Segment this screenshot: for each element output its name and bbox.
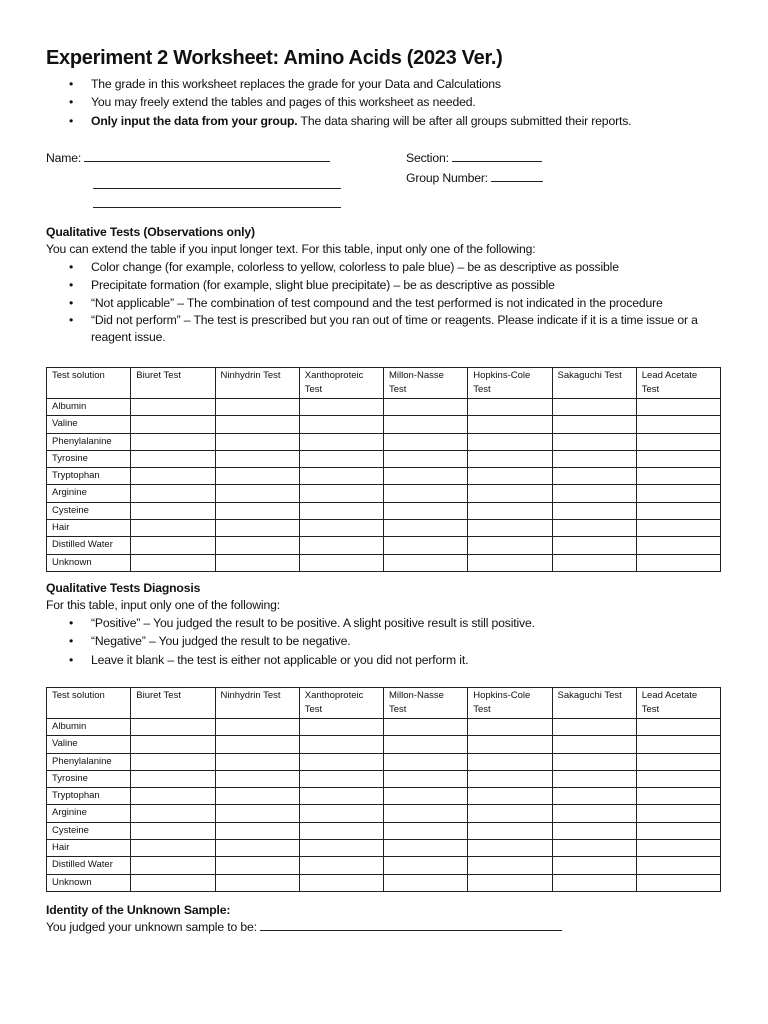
table-cell[interactable]: [468, 520, 552, 537]
table-cell[interactable]: [468, 857, 552, 874]
table-cell[interactable]: [131, 874, 215, 891]
section2-heading: Qualitative Tests Diagnosis: [46, 581, 201, 595]
table-cell[interactable]: [384, 537, 468, 554]
table-cell[interactable]: [552, 554, 636, 571]
table-row: [47, 485, 721, 502]
list-item: [46, 93, 631, 111]
table-cell[interactable]: [384, 468, 468, 485]
table-row: [47, 450, 721, 467]
table-cell[interactable]: [131, 450, 215, 467]
column-header: Sakaguchi Test: [552, 368, 636, 399]
section1-intro: You can extend the table if you input longer text. For this table, input only one of the following:: [46, 242, 536, 256]
row-label: Arginine: [47, 805, 131, 822]
unknown-row: [46, 918, 562, 936]
table-cell[interactable]: [468, 537, 552, 554]
observations-table: [46, 367, 721, 572]
table-cell[interactable]: [636, 736, 720, 753]
page-title: Experiment 2 Worksheet: Amino Acids (2023 Ver.): [46, 47, 503, 69]
table-cell[interactable]: [384, 857, 468, 874]
table-cell[interactable]: [215, 736, 299, 753]
table-cell[interactable]: [552, 537, 636, 554]
table-cell[interactable]: [636, 520, 720, 537]
column-header: Millon-Nasse Test: [384, 368, 468, 399]
table-cell[interactable]: [299, 468, 383, 485]
list-item: • Leave it blank – the test is either not applicable or you did not perform it.: [46, 651, 535, 669]
table-cell[interactable]: [636, 840, 720, 857]
table-cell[interactable]: [384, 753, 468, 770]
table-cell[interactable]: [384, 874, 468, 891]
section2-intro: For this table, input only one of the following:: [46, 598, 280, 612]
section2-bullets: [46, 614, 535, 669]
table-cell[interactable]: [636, 399, 720, 416]
diagnosis-table: [46, 687, 721, 892]
table-cell[interactable]: [299, 805, 383, 822]
row-label: Cysteine: [47, 822, 131, 839]
table-cell[interactable]: [468, 736, 552, 753]
table-cell[interactable]: [384, 554, 468, 571]
table-cell[interactable]: [384, 736, 468, 753]
row-label: Tryptophan: [47, 468, 131, 485]
table-cell[interactable]: [636, 554, 720, 571]
table-row: [47, 554, 721, 571]
unknown-identity-field[interactable]: [260, 918, 562, 931]
table-row: [47, 822, 721, 839]
list-item: • “Did not perform” – The test is prescribed but you ran out of time or reagents. Please indicate if it is a time issue or a reagent issue.: [46, 312, 736, 346]
row-label: Arginine: [47, 485, 131, 502]
row-label: Tyrosine: [47, 770, 131, 787]
table-cell[interactable]: [468, 502, 552, 519]
table-cell[interactable]: [552, 468, 636, 485]
list-item: [46, 112, 631, 130]
table-cell[interactable]: [299, 753, 383, 770]
name-field-2[interactable]: [93, 176, 341, 189]
table-cell[interactable]: [299, 537, 383, 554]
table-cell[interactable]: [552, 805, 636, 822]
table-cell[interactable]: [299, 433, 383, 450]
table-cell[interactable]: [215, 753, 299, 770]
table-cell[interactable]: [131, 485, 215, 502]
table-cell[interactable]: [215, 554, 299, 571]
table-cell[interactable]: [636, 753, 720, 770]
row-label: Unknown: [47, 874, 131, 891]
table-cell[interactable]: [215, 857, 299, 874]
section1-heading: Qualitative Tests (Observations only): [46, 225, 255, 239]
row-label: Hair: [47, 840, 131, 857]
column-header: Lead Acetate Test: [636, 688, 720, 719]
table-row: [47, 416, 721, 433]
list-item: • Color change (for example, colorless to yellow, colorless to pale blue) – be as descriptive as possible: [46, 258, 736, 276]
table-cell[interactable]: [131, 753, 215, 770]
list-item: • “Not applicable” – The combination of test compound and the test performed is not indicated in the procedure: [46, 294, 736, 312]
table-row: [47, 770, 721, 787]
table-cell[interactable]: [215, 416, 299, 433]
table-cell[interactable]: [215, 788, 299, 805]
table-cell[interactable]: [468, 719, 552, 736]
table-cell[interactable]: [636, 874, 720, 891]
table-cell[interactable]: [299, 874, 383, 891]
column-header: Hopkins-Cole Test: [468, 688, 552, 719]
bold-text: Only input the data from your group.: [91, 114, 298, 128]
table-cell[interactable]: [215, 822, 299, 839]
table-cell[interactable]: [131, 554, 215, 571]
list-item: [46, 75, 631, 93]
table-cell[interactable]: [636, 416, 720, 433]
table-cell[interactable]: [468, 770, 552, 787]
table-cell[interactable]: [215, 520, 299, 537]
table-cell[interactable]: [299, 485, 383, 502]
column-header: Lead Acetate Test: [636, 368, 720, 399]
table-cell[interactable]: [552, 450, 636, 467]
table-cell[interactable]: [215, 502, 299, 519]
table-cell[interactable]: [468, 399, 552, 416]
table-cell[interactable]: [636, 502, 720, 519]
table-cell[interactable]: [468, 554, 552, 571]
row-label: Phenylalanine: [47, 753, 131, 770]
table-cell[interactable]: [131, 719, 215, 736]
table-cell[interactable]: [384, 840, 468, 857]
table-cell[interactable]: [215, 468, 299, 485]
column-header: Xanthoproteic Test: [299, 368, 383, 399]
table-cell[interactable]: [384, 520, 468, 537]
row-label: Albumin: [47, 399, 131, 416]
table-cell[interactable]: [215, 537, 299, 554]
table-cell[interactable]: [552, 433, 636, 450]
table-cell[interactable]: [215, 719, 299, 736]
group-number-field[interactable]: [491, 169, 543, 182]
table-cell[interactable]: [299, 450, 383, 467]
table-header-row: [47, 368, 721, 399]
table-cell[interactable]: [131, 840, 215, 857]
table-row: [47, 857, 721, 874]
table-cell[interactable]: [552, 719, 636, 736]
table-cell[interactable]: [468, 450, 552, 467]
table-cell[interactable]: [215, 770, 299, 787]
table-cell[interactable]: [131, 770, 215, 787]
table-cell[interactable]: [552, 788, 636, 805]
table-cell[interactable]: [636, 788, 720, 805]
table-cell[interactable]: [215, 433, 299, 450]
table-cell[interactable]: [636, 537, 720, 554]
table-row: [47, 753, 721, 770]
table-cell[interactable]: [215, 874, 299, 891]
table-cell[interactable]: [384, 502, 468, 519]
table-header-row: [47, 688, 721, 719]
section-label: Section:: [406, 151, 449, 165]
table-cell[interactable]: [215, 399, 299, 416]
table-cell[interactable]: [468, 433, 552, 450]
table-row: [47, 736, 721, 753]
column-header: Biuret Test: [131, 368, 215, 399]
table-row: [47, 788, 721, 805]
section3-heading: Identity of the Unknown Sample:: [46, 903, 231, 917]
bullet-text: You may freely extend the tables and pages of this worksheet as needed.: [91, 95, 476, 109]
row-label: Hair: [47, 520, 131, 537]
row-label: Valine: [47, 736, 131, 753]
table-body: [47, 719, 721, 892]
unknown-prompt: You judged your unknown sample to be:: [46, 920, 257, 934]
table-cell[interactable]: [131, 468, 215, 485]
table-cell[interactable]: [384, 433, 468, 450]
table-cell[interactable]: [384, 770, 468, 787]
table-row: [47, 433, 721, 450]
group-number-label: Group Number:: [406, 171, 489, 185]
table-cell[interactable]: [384, 822, 468, 839]
table-row: [47, 840, 721, 857]
table-cell[interactable]: [384, 416, 468, 433]
table-cell[interactable]: [299, 788, 383, 805]
column-header: Ninhydrin Test: [215, 368, 299, 399]
table-cell[interactable]: [131, 788, 215, 805]
row-label: Tyrosine: [47, 450, 131, 467]
table-cell[interactable]: [552, 520, 636, 537]
column-header: Test solution: [47, 688, 131, 719]
table-cell[interactable]: [636, 450, 720, 467]
table-cell[interactable]: [552, 502, 636, 519]
table-cell[interactable]: [636, 719, 720, 736]
table-row: [47, 874, 721, 891]
column-header: Millon-Nasse Test: [384, 688, 468, 719]
table-cell[interactable]: [299, 840, 383, 857]
list-item: • Precipitate formation (for example, slight blue precipitate) – be as descriptive as possible: [46, 276, 736, 294]
table-cell[interactable]: [636, 485, 720, 502]
table-cell[interactable]: [636, 805, 720, 822]
table-cell[interactable]: [299, 399, 383, 416]
table-cell[interactable]: [384, 450, 468, 467]
section-field[interactable]: [452, 149, 542, 162]
table-cell[interactable]: [552, 753, 636, 770]
table-cell[interactable]: [552, 857, 636, 874]
row-label: Distilled Water: [47, 537, 131, 554]
table-cell[interactable]: [299, 857, 383, 874]
table-cell[interactable]: [131, 537, 215, 554]
table-cell[interactable]: [468, 840, 552, 857]
table-cell[interactable]: [636, 822, 720, 839]
table-cell[interactable]: [131, 857, 215, 874]
table-cell[interactable]: [299, 502, 383, 519]
section1-bullets: [46, 258, 736, 346]
table-cell[interactable]: [299, 416, 383, 433]
intro-bullets: [46, 75, 631, 130]
table-cell[interactable]: [131, 433, 215, 450]
column-header: Xanthoproteic Test: [299, 688, 383, 719]
table-cell[interactable]: [552, 736, 636, 753]
table-cell[interactable]: [552, 822, 636, 839]
table-row: [47, 537, 721, 554]
table-cell[interactable]: [636, 770, 720, 787]
row-label: Distilled Water: [47, 857, 131, 874]
row-label: Unknown: [47, 554, 131, 571]
table-cell[interactable]: [468, 416, 552, 433]
table-cell[interactable]: [131, 736, 215, 753]
table-cell[interactable]: [215, 450, 299, 467]
table-row: [47, 502, 721, 519]
table-cell[interactable]: [131, 399, 215, 416]
table-cell[interactable]: [468, 805, 552, 822]
table-row: [47, 520, 721, 537]
table-cell[interactable]: [384, 399, 468, 416]
column-header: Hopkins-Cole Test: [468, 368, 552, 399]
table-cell[interactable]: [131, 416, 215, 433]
table-row: [47, 805, 721, 822]
table-cell[interactable]: [552, 399, 636, 416]
section-row: [406, 149, 542, 167]
column-header: Test solution: [47, 368, 131, 399]
column-header: Ninhydrin Test: [215, 688, 299, 719]
row-label: Tryptophan: [47, 788, 131, 805]
table-row: [47, 719, 721, 736]
table-cell[interactable]: [384, 805, 468, 822]
table-cell[interactable]: [468, 485, 552, 502]
table-cell[interactable]: [384, 788, 468, 805]
group-row: [406, 169, 543, 187]
row-label: Phenylalanine: [47, 433, 131, 450]
bullet-text: The grade in this worksheet replaces the grade for your Data and Calculations: [91, 77, 501, 91]
row-label: Cysteine: [47, 502, 131, 519]
name-field-1[interactable]: [84, 149, 330, 162]
table-cell[interactable]: [215, 805, 299, 822]
table-cell[interactable]: [468, 874, 552, 891]
row-label: Valine: [47, 416, 131, 433]
name-label: Name:: [46, 151, 82, 165]
table-body: [47, 399, 721, 572]
table-cell[interactable]: [636, 468, 720, 485]
table-cell[interactable]: [131, 805, 215, 822]
column-header: Biuret Test: [131, 688, 215, 719]
table-cell[interactable]: [468, 822, 552, 839]
table-cell[interactable]: [636, 433, 720, 450]
table-row: [47, 399, 721, 416]
table-row: [47, 468, 721, 485]
name-field-3[interactable]: [93, 195, 341, 208]
row-label: Albumin: [47, 719, 131, 736]
table-cell[interactable]: [552, 874, 636, 891]
column-header: Sakaguchi Test: [552, 688, 636, 719]
table-cell[interactable]: [299, 736, 383, 753]
table-cell[interactable]: [468, 788, 552, 805]
table-cell[interactable]: [299, 719, 383, 736]
table-cell[interactable]: [552, 840, 636, 857]
table-cell[interactable]: [384, 719, 468, 736]
table-cell[interactable]: [468, 468, 552, 485]
table-cell[interactable]: [468, 753, 552, 770]
table-cell[interactable]: [299, 822, 383, 839]
table-cell[interactable]: [299, 554, 383, 571]
table-cell[interactable]: [384, 485, 468, 502]
table-cell[interactable]: [131, 502, 215, 519]
bullet-text: The data sharing will be after all groups submitted their reports.: [297, 114, 632, 128]
table-cell[interactable]: [299, 770, 383, 787]
list-item: • “Positive” – You judged the result to be positive. A slight positive result is still positive.: [46, 614, 535, 632]
table-cell[interactable]: [131, 822, 215, 839]
table-cell[interactable]: [215, 485, 299, 502]
table-cell[interactable]: [131, 520, 215, 537]
name-row: [46, 149, 330, 167]
list-item: • “Negative” – You judged the result to be negative.: [46, 632, 535, 650]
table-cell[interactable]: [552, 485, 636, 502]
table-cell[interactable]: [215, 840, 299, 857]
table-cell[interactable]: [299, 520, 383, 537]
table-cell[interactable]: [636, 857, 720, 874]
table-cell[interactable]: [552, 416, 636, 433]
table-cell[interactable]: [552, 770, 636, 787]
